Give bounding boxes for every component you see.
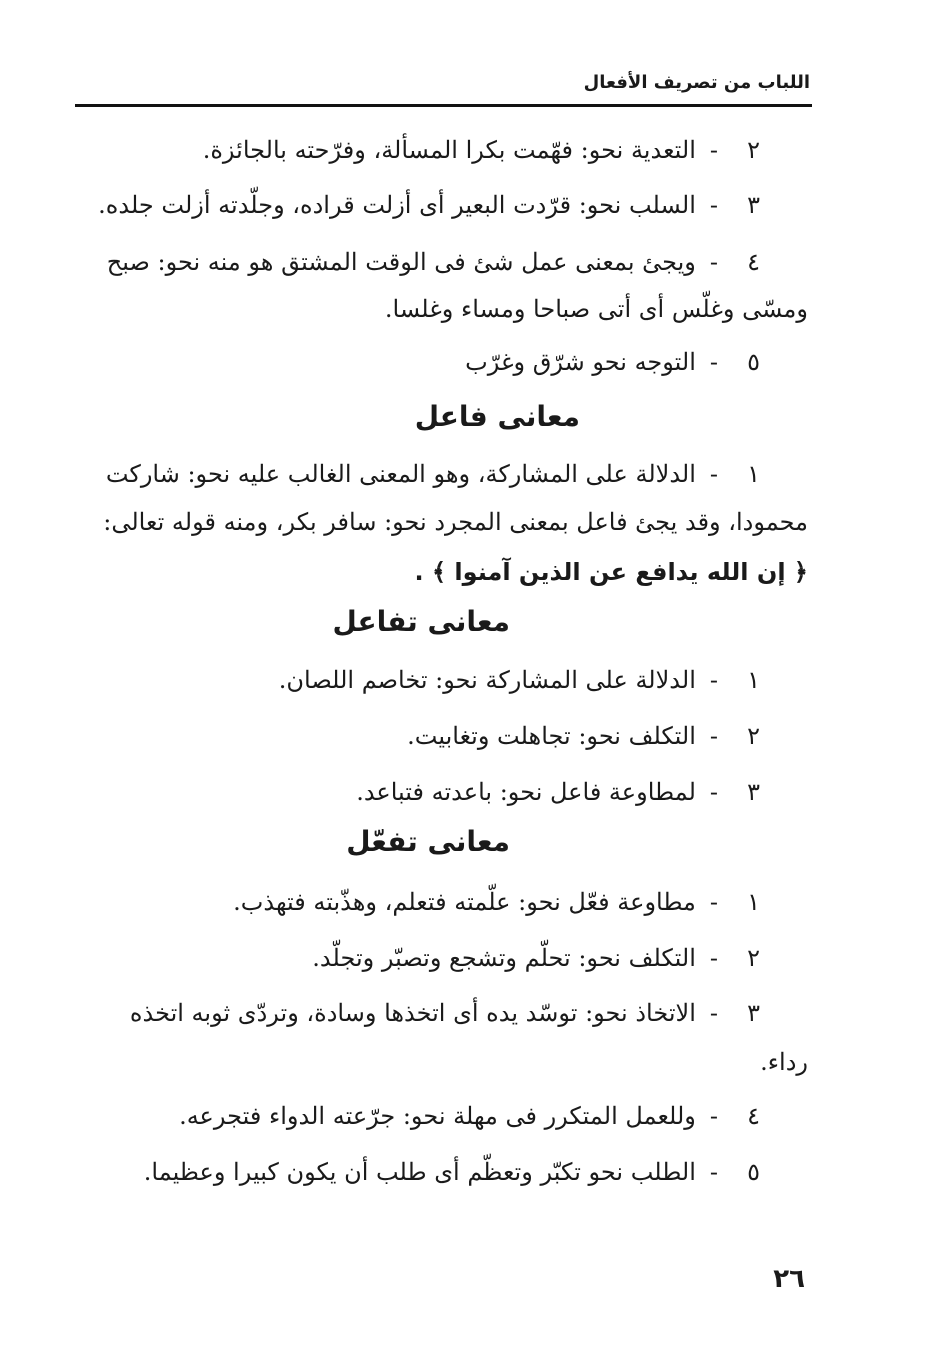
item-text: مطاوعة فعّل نحو: علّمته فتعلم، وهذّبته فتهذب. — [233, 888, 696, 916]
list-item: ٥-التوجه نحو شرّق وغرّب — [465, 348, 760, 376]
header-rule — [75, 104, 812, 107]
list-item-continuation: ومسّى وغلّس أى أتى صباحا ومساء وغلسا. — [384, 295, 808, 323]
item-text: التكلف نحو: تجاهلت وتغابيت. — [407, 722, 696, 750]
item-text: الدلالة على المشاركة نحو: تخاصم اللصان. — [278, 666, 696, 694]
item-number: ٢ — [747, 136, 760, 164]
running-title: اللباب من تصريف الأفعال — [583, 72, 810, 93]
item-text: السلب نحو: قرّدت البعير أى أزلت قراده، وجلّدته أزلت جلده. — [98, 191, 696, 219]
item-number: ٣ — [747, 999, 760, 1027]
list-item: ٣-لمطاوعة فاعل نحو: باعدته فتباعد. — [356, 778, 760, 806]
list-item: ٣-السلب نحو: قرّدت البعير أى أزلت قراده، وجلّدته أزلت جلده. — [98, 191, 760, 219]
list-item: ٢-التكلف نحو: تحلّم وتشجع وتصبّر وتجلّد. — [312, 944, 760, 972]
quran-quote: ﴿ إن الله يدافع عن الذين آمنوا ﴾ . — [414, 558, 808, 586]
item-number: ٥ — [747, 1158, 760, 1186]
list-item: ٤-وللعمل المتكرر فى مهلة نحو: جرّعته الدواء فتجرعه. — [179, 1102, 760, 1130]
list-item: ٣-الاتخاذ نحو: توسّد يده أى اتخذها وسادة، وتردّى ثوبه اتخذه — [129, 999, 760, 1027]
list-item: ٤-ويجئ بمعنى عمل شئ فى الوقت المشتق هو منه نحو: صبح — [106, 248, 760, 276]
item-text: الدلالة على المشاركة، وهو المعنى الغالب عليه نحو: شاركت — [105, 460, 696, 488]
section-heading: معانى تفاعل — [332, 605, 510, 638]
list-item: ١-مطاوعة فعّل نحو: علّمته فتعلم، وهذّبته فتهذب. — [233, 888, 760, 916]
list-item: ١-الدلالة على المشاركة، وهو المعنى الغالب عليه نحو: شاركت — [105, 460, 760, 488]
list-item-continuation: رداء. — [760, 1048, 808, 1076]
item-number: ٣ — [747, 778, 760, 806]
item-text: لمطاوعة فاعل نحو: باعدته فتباعد. — [356, 778, 696, 806]
item-number: ٢ — [747, 944, 760, 972]
list-item: ٢-التكلف نحو: تجاهلت وتغابيت. — [407, 722, 760, 750]
item-number: ٤ — [747, 248, 760, 276]
item-text: وللعمل المتكرر فى مهلة نحو: جرّعته الدواء فتجرعه. — [179, 1102, 696, 1130]
item-text: الطلب نحو تكبّر وتعظّم أى طلب أن يكون كبيرا وعظيما. — [143, 1158, 696, 1186]
list-item: ١-الدلالة على المشاركة نحو: تخاصم اللصان. — [278, 666, 760, 694]
list-item: ٢-التعدية نحو: فهّمت بكرا المسألة، وفرّحته بالجائزة. — [202, 136, 760, 164]
item-number: ١ — [747, 888, 760, 916]
section-heading: معانى فاعل — [414, 400, 580, 433]
section-heading: معانى تفعّل — [346, 825, 510, 858]
item-text: التعدية نحو: فهّمت بكرا المسألة، وفرّحته بالجائزة. — [202, 136, 696, 164]
item-text: التوجه نحو شرّق وغرّب — [465, 348, 696, 376]
item-number: ٤ — [747, 1102, 760, 1130]
list-item: ٥-الطلب نحو تكبّر وتعظّم أى طلب أن يكون كبيرا وعظيما. — [143, 1158, 760, 1186]
item-number: ١ — [747, 460, 760, 488]
item-number: ١ — [747, 666, 760, 694]
item-text: ويجئ بمعنى عمل شئ فى الوقت المشتق هو منه نحو: صبح — [106, 248, 696, 276]
item-text: التكلف نحو: تحلّم وتشجع وتصبّر وتجلّد. — [312, 944, 696, 972]
item-number: ٢ — [747, 722, 760, 750]
item-text: الاتخاذ نحو: توسّد يده أى اتخذها وسادة، وتردّى ثوبه اتخذه — [129, 999, 696, 1027]
page-number: ٢٦ — [773, 1264, 805, 1294]
item-number: ٣ — [747, 191, 760, 219]
list-item-continuation: محمودا، وقد يجئ فاعل بمعنى المجرد نحو: سافر بكر، ومنه قوله تعالى: — [103, 508, 808, 536]
item-number: ٥ — [747, 348, 760, 376]
